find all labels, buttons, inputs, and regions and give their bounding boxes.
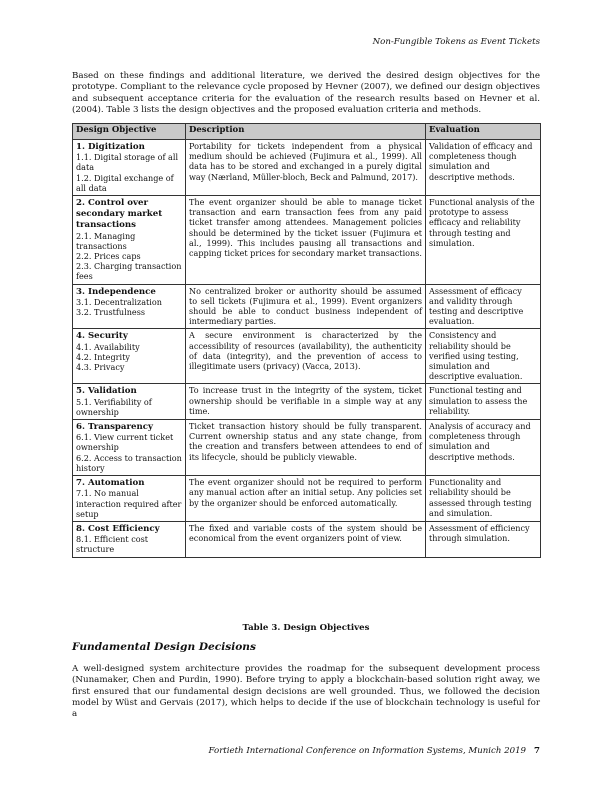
table-caption: Table 3. Design Objectives — [242, 623, 370, 633]
table-row — [73, 420, 541, 476]
objective-title: 4. Security — [76, 331, 128, 342]
objective-cell — [73, 284, 186, 329]
objective-cell — [73, 196, 186, 285]
objective-sub: 2.1. Managing transactions — [76, 230, 136, 251]
table-row — [73, 384, 541, 420]
objective-sub: 2.2. Prices caps — [76, 251, 141, 262]
description-cell: Portability for tickets independent from a physical medium should be achieved (Fujimura et al., 1999). All data has to be stored and exchanged in a purely digital way (Nærland, Müller-bloch, Beck and Palmund, 2017). — [186, 140, 426, 196]
evaluation-cell: Functionality and reliability should be assessed through testing and simulation. — [426, 476, 541, 522]
objective-cell — [73, 329, 186, 384]
evaluation-cell: Validation of efficacy and completeness though simulation and descriptive methods. — [426, 140, 541, 196]
running-head: Non-Fungible Tokens as Event Tickets — [372, 37, 540, 47]
objective-title: 6. Transparency — [76, 422, 153, 433]
objective-sub: 8.1. Efficient cost structure — [76, 534, 149, 555]
evaluation-cell: Functional analysis of the prototype to assess efficacy and reliability through testing and simulation. — [426, 196, 541, 285]
objective-sub: 6.2. Access to transaction history — [76, 452, 182, 473]
objective-cell — [73, 384, 186, 420]
evaluation-cell: Assessment of efficacy and validity through testing and descriptive evaluation. — [426, 284, 541, 329]
evaluation-cell: Functional testing and simulation to assess the reliability. — [426, 384, 541, 420]
description-cell: The event organizer should be able to manage ticket transaction and earn transaction fees from any paid ticket transfer among attendees. Management policies should be determined by the ticket issuer (Fujimura et al., 1999). This includes pausing all transactions and capping ticket prices for secondary market transactions. — [186, 196, 426, 285]
objective-title: 7. Automation — [76, 478, 145, 489]
objective-sub: 5.1. Verifiability of ownership — [76, 396, 152, 417]
table-header-row — [73, 124, 541, 140]
table-row — [73, 521, 541, 557]
header-evaluation: Evaluation — [426, 124, 541, 140]
evaluation-cell: Assessment of efficiency through simulation. — [426, 521, 541, 557]
description-cell: No centralized broker or authority should be assumed to sell tickets (Fujimura et al., 1999). Event organizers should be able to conduct business independent of intermediary parties. — [186, 284, 426, 329]
description-cell: Ticket transaction history should be fully transparent. Current ownership status and any state change, from the creation and transfers between attendees to end of its lifecycle, should be publicly viewable. — [186, 420, 426, 476]
objective-title: 8. Cost Efficiency — [76, 523, 160, 534]
description-cell: A secure environment is characterized by the accessibility of resources (availability), the authenticity of data (integrity), and the prevention of access to illegitimate users (privacy) (Vacca, 2013). — [186, 329, 426, 384]
objective-sub: 4.2. Integrity — [76, 351, 130, 362]
description-cell: To increase trust in the integrity of the system, ticket ownership should be verifiable in a simple way at any time. — [186, 384, 426, 420]
table-row — [73, 329, 541, 384]
section-heading: Fundamental Design Decisions — [72, 641, 256, 653]
objective-title: 3. Independence — [76, 286, 156, 297]
objective-sub: 4.3. Privacy — [76, 362, 125, 373]
objective-sub: 3.1. Decentralization — [76, 296, 162, 307]
objective-title: 1. Digitization — [76, 142, 145, 152]
table-row — [73, 284, 541, 329]
description-cell: The event organizer should not be required to perform any manual action after an initial setup. Any policies set by the organizer should be enforced automatically. — [186, 476, 426, 522]
intro-paragraph: Based on these findings and additional literature, we derived the desired design objectives for the prototype. Compliant to the relevance cycle proposed by Hevner (2007), we defined our design objectives and subsequent acceptance criteria for the evaluation of the research results based on Hevner et al. (2004). Table 3 lists the design objectives and the proposed evaluation criteria and methods. — [72, 71, 540, 115]
header-design-objective: Design Objective — [73, 124, 186, 140]
body-paragraph: A well-designed system architecture provides the roadmap for the subsequent development process (Nunamaker, Chen and Purdin, 1990). Before trying to apply a blockchain-based solution right away, we first ensured that our fundamental design decisions are well grounded. Thus, we followed the decision model by Wüst and Gervais (2017), which helps to decide if the use of blockchain technology is useful for a — [72, 664, 540, 720]
objective-sub: 1.2. Digital exchange of all data — [76, 172, 174, 193]
objective-sub: 1.1. Digital storage of all data — [76, 152, 179, 173]
objective-cell — [73, 140, 186, 196]
objective-sub: 2.3. Charging transaction fees — [76, 261, 182, 282]
objective-cell — [73, 521, 186, 557]
table-row — [73, 140, 541, 196]
design-objectives-table — [72, 123, 541, 558]
page-footer — [209, 746, 540, 756]
table-row — [73, 196, 541, 285]
header-description: Description — [186, 124, 426, 140]
objective-cell — [73, 420, 186, 476]
objective-sub: 4.1. Availability — [76, 341, 140, 352]
page-number: 7 — [534, 746, 540, 756]
evaluation-cell: Analysis of accuracy and completeness through simulation and descriptive methods. — [426, 420, 541, 476]
objective-title: 5. Validation — [76, 386, 137, 397]
footer-conference: Fortieth International Conference on Information Systems, Munich 2019 — [208, 746, 527, 756]
objective-cell — [73, 476, 186, 522]
evaluation-cell: Consistency and reliability should be verified using testing, simulation and descriptive evaluation. — [426, 329, 541, 384]
objective-sub: 6.1. View current ticket ownership — [76, 432, 174, 453]
description-cell: The fixed and variable costs of the system should be economical from the event organizers point of view. — [186, 521, 426, 557]
objective-title: 2. Control over secondary market transactions — [76, 198, 163, 231]
table-row — [73, 476, 541, 522]
objective-sub: 7.1. No manual interaction required after setup — [76, 488, 182, 519]
objective-sub: 3.2. Trustfulness — [76, 307, 146, 318]
